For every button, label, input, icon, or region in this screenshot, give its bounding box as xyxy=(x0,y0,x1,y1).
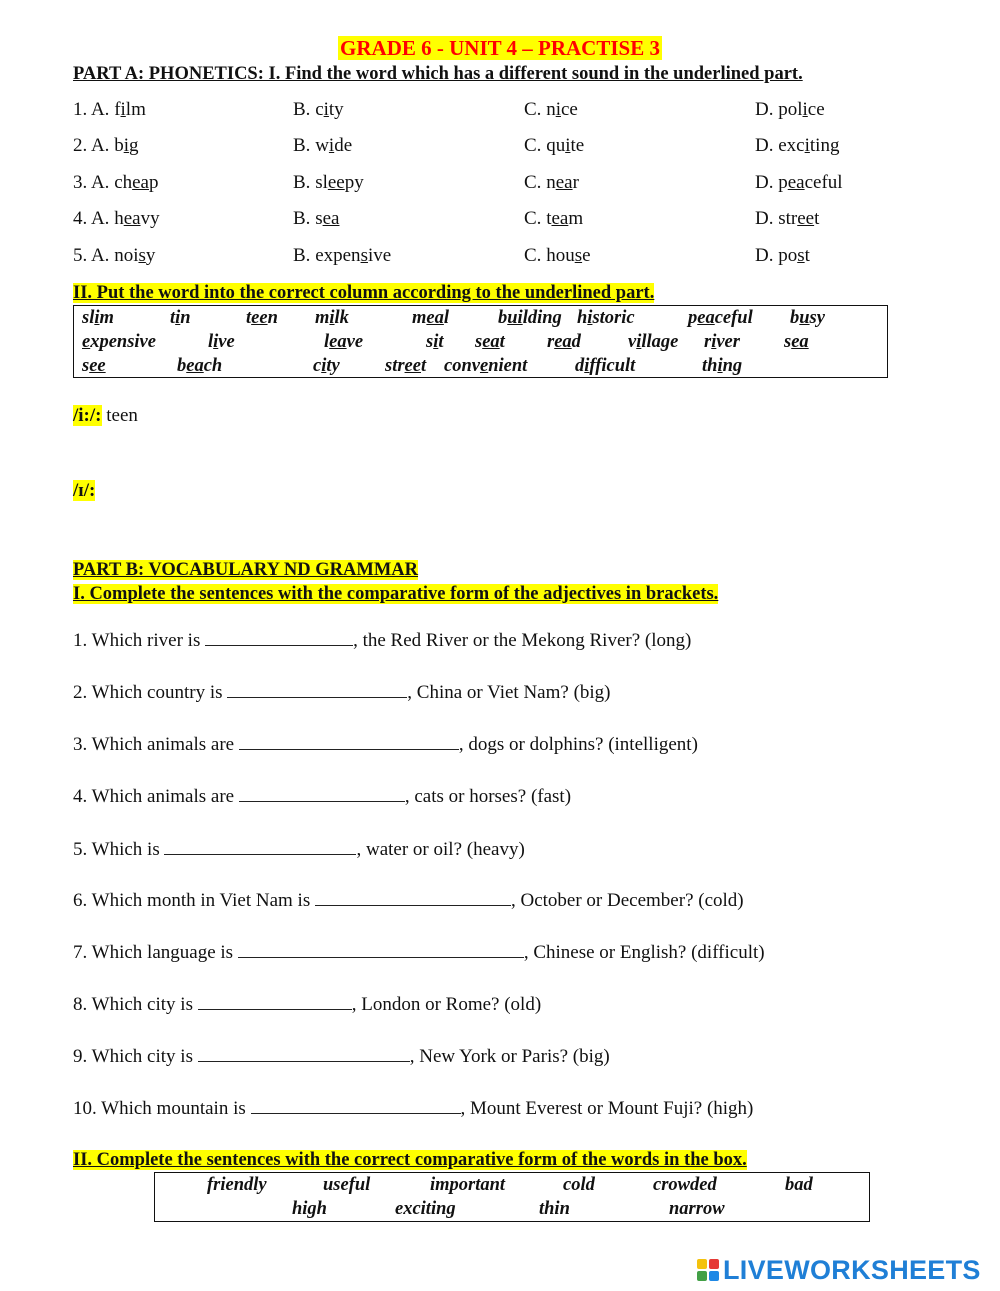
question-number: 4. xyxy=(73,208,88,229)
word-part: m xyxy=(315,308,330,328)
part-b-ii-heading: II. Complete the sentences with the correct comparative form of the words in the box. xyxy=(73,1150,747,1170)
option-letter: B. xyxy=(293,172,311,193)
underlined-part: ui xyxy=(507,308,523,328)
word-part: s xyxy=(82,356,90,376)
question-number: 5. xyxy=(73,245,88,266)
sentence-end: , October or December? (cold) xyxy=(510,890,744,911)
underlined-part: i xyxy=(804,135,810,156)
underlined-part: ea xyxy=(551,208,569,229)
underlined-part: i xyxy=(329,308,335,328)
box-word[interactable] xyxy=(702,356,742,377)
phonetics-question xyxy=(73,245,953,271)
word-part: h xyxy=(577,308,588,328)
option-letter: A. xyxy=(90,208,110,229)
word-part: r xyxy=(572,172,579,193)
underlined-part: i xyxy=(636,332,642,352)
underlined-part: i xyxy=(565,135,571,156)
answer-option[interactable] xyxy=(73,135,138,157)
sentence-end: , cats or horses? (fast) xyxy=(404,786,572,807)
option-letter: D. xyxy=(755,99,774,120)
sound-i-long xyxy=(73,405,138,427)
option-letter: D. xyxy=(755,208,774,229)
answer-blank[interactable] xyxy=(198,993,352,1010)
word-part: c xyxy=(313,356,322,376)
box-word[interactable]: thin xyxy=(539,1199,570,1219)
answer-blank[interactable] xyxy=(238,941,524,958)
answer-blank[interactable] xyxy=(239,785,405,802)
word-part: ve xyxy=(218,332,235,352)
word-part: g xyxy=(128,135,139,156)
word-part: b xyxy=(498,308,508,328)
word-part: ty xyxy=(328,99,344,120)
word-part: ceful xyxy=(714,308,753,328)
word-part: v xyxy=(628,332,637,352)
word-part: p xyxy=(778,172,788,193)
word-part: t xyxy=(546,208,552,229)
answer-option[interactable] xyxy=(755,135,839,157)
box-word[interactable] xyxy=(575,356,635,377)
box-word[interactable]: useful xyxy=(323,1175,371,1195)
word-part: de xyxy=(334,135,353,156)
underlined-part: i xyxy=(717,356,723,376)
underlined-part: u xyxy=(799,308,810,328)
underlined-part: ee xyxy=(404,356,421,376)
underlined-part: ee xyxy=(251,308,268,328)
underlined-part: i xyxy=(123,135,129,156)
box-word[interactable] xyxy=(324,332,363,353)
word-part: ce xyxy=(560,99,578,120)
underlined-part: ee xyxy=(797,208,815,229)
phonetics-question xyxy=(73,135,953,161)
box-word[interactable] xyxy=(246,308,278,329)
comparative-sentence xyxy=(73,681,611,704)
option-letter: D. xyxy=(755,245,774,266)
word-part: lm xyxy=(125,99,146,120)
word-part: xpensive xyxy=(90,332,156,352)
word-part: ceful xyxy=(804,172,843,193)
sentence-end: , New York or Paris? (big) xyxy=(409,1046,610,1067)
word-part: lk xyxy=(334,308,349,328)
word-part: th xyxy=(702,356,718,376)
word-part: n xyxy=(267,308,278,328)
word-part: hou xyxy=(546,245,575,266)
underlined-part: i xyxy=(555,99,561,120)
underlined-part: ea xyxy=(123,208,141,229)
word-part: nient xyxy=(488,356,528,376)
underlined-part: ea xyxy=(482,332,500,352)
answer-option[interactable] xyxy=(73,208,160,230)
box-word[interactable] xyxy=(628,332,678,353)
option-letter: A. xyxy=(90,135,110,156)
word-part: l xyxy=(324,332,330,352)
word-part: t xyxy=(246,308,252,328)
comparative-sentence xyxy=(73,629,691,652)
box-word[interactable]: important xyxy=(430,1175,506,1195)
word-part: l xyxy=(208,332,214,352)
word-part: llage xyxy=(641,332,679,352)
word-part: fficult xyxy=(589,356,636,376)
sound-i-short-label: /ɪ/: xyxy=(73,480,96,501)
box-word[interactable] xyxy=(82,332,156,353)
word-part: t xyxy=(804,245,810,266)
answer-option[interactable] xyxy=(73,99,146,121)
box-word[interactable] xyxy=(315,308,349,329)
option-letter: C. xyxy=(524,135,542,156)
answer-blank[interactable] xyxy=(239,733,459,750)
word-part: ver xyxy=(716,332,740,352)
word-part: s xyxy=(315,208,323,229)
underlined-part: e xyxy=(82,332,91,352)
word-part: ve xyxy=(346,332,364,352)
comparative-sentence xyxy=(73,993,541,1016)
answer-option[interactable] xyxy=(524,99,578,121)
word-part: e xyxy=(582,245,591,266)
box-word[interactable] xyxy=(784,332,809,353)
sentence-end: , the Red River or the Mekong River? (long) xyxy=(353,630,692,651)
word-part: t xyxy=(814,208,820,229)
sentence-start: 6. Which month in Viet Nam is xyxy=(73,890,315,911)
answer-option[interactable] xyxy=(293,172,364,194)
underlined-part: i xyxy=(584,356,590,376)
underlined-part: i xyxy=(587,308,593,328)
underlined-part: ea xyxy=(697,308,715,328)
word-part: lding xyxy=(522,308,562,328)
sound-i-long-label: /i:/: xyxy=(73,405,102,426)
underlined-part: i xyxy=(175,308,181,328)
word-part: t xyxy=(499,332,505,352)
word-part: str xyxy=(385,356,405,376)
part-b-heading: PART B: VOCABULARY ND GRAMMAR xyxy=(73,560,419,580)
box-word[interactable]: narrow xyxy=(669,1199,725,1219)
underlined-part: ea xyxy=(132,172,149,193)
phonetics-question xyxy=(73,99,953,125)
box-word[interactable] xyxy=(790,308,825,329)
word-part: expen xyxy=(315,245,361,266)
comparative-sentence xyxy=(73,1097,753,1120)
word-part: py xyxy=(344,172,364,193)
word-part: ive xyxy=(367,245,392,266)
answer-blank[interactable] xyxy=(164,838,356,855)
box-word[interactable]: exciting xyxy=(395,1199,456,1219)
box-word[interactable] xyxy=(498,308,562,329)
word-part: p xyxy=(688,308,698,328)
word-part: d xyxy=(571,332,581,352)
word-part: storic xyxy=(592,308,635,328)
answer-option[interactable] xyxy=(73,172,159,194)
underlined-part: ea xyxy=(329,332,347,352)
box-word[interactable] xyxy=(208,332,235,353)
logo-blocks-icon xyxy=(697,1259,719,1281)
question-number: 1. xyxy=(73,99,88,120)
underlined-part: ea xyxy=(555,172,573,193)
option-letter: C. xyxy=(524,99,542,120)
sentence-start: 3. Which animals are xyxy=(73,734,239,755)
answer-option[interactable] xyxy=(524,208,583,230)
box-word[interactable]: high xyxy=(292,1199,327,1219)
box-word[interactable] xyxy=(412,308,449,329)
word-part: str xyxy=(778,208,798,229)
underlined-part: ea xyxy=(186,356,204,376)
option-letter: C. xyxy=(524,208,542,229)
option-letter: B. xyxy=(293,208,311,229)
word-part: h xyxy=(114,208,124,229)
word-part: n xyxy=(546,172,556,193)
word-part: s xyxy=(426,332,434,352)
underlined-part: ea xyxy=(791,332,809,352)
option-letter: C. xyxy=(524,245,542,266)
underlined-part: ea xyxy=(426,308,444,328)
answer-blank[interactable] xyxy=(227,681,407,698)
logo-text: LIVEWORKSHEETS xyxy=(723,1254,981,1285)
box-word[interactable] xyxy=(177,356,222,377)
word-part: w xyxy=(315,135,329,156)
sentence-start: 9. Which city is xyxy=(73,1046,198,1067)
underlined-part: i xyxy=(120,99,126,120)
word-part: b xyxy=(790,308,800,328)
comparative-sentence xyxy=(73,733,698,756)
comparative-sentence xyxy=(73,941,765,964)
underlined-part: ea xyxy=(554,332,572,352)
word-part: r xyxy=(704,332,712,352)
underlined-part: ea xyxy=(322,208,340,229)
answer-option[interactable] xyxy=(524,245,591,267)
word-part: f xyxy=(114,99,121,120)
box-word[interactable] xyxy=(170,308,191,329)
word-part: te xyxy=(570,135,585,156)
answer-option[interactable] xyxy=(524,135,584,157)
answer-option[interactable] xyxy=(524,172,579,194)
underlined-part: i xyxy=(433,332,439,352)
word-part: c xyxy=(315,99,324,120)
comparative-sentence xyxy=(73,785,571,808)
sound-i-long-example[interactable]: teen xyxy=(101,405,138,426)
word-part: s xyxy=(784,332,792,352)
word-part: r xyxy=(547,332,555,352)
answer-option[interactable] xyxy=(755,245,810,267)
box-word[interactable] xyxy=(313,356,340,377)
word-part: t xyxy=(170,308,176,328)
box-word[interactable] xyxy=(577,308,635,329)
underlined-part: i xyxy=(94,308,100,328)
box-word[interactable] xyxy=(704,332,740,353)
word-part: t xyxy=(438,332,444,352)
part-a-heading: PART A: PHONETICS: I. Find the word which has a different sound in the underlined part. xyxy=(73,64,803,84)
word-part: ce xyxy=(807,99,825,120)
question-number: 2. xyxy=(73,135,88,156)
word-part: n xyxy=(180,308,191,328)
word-part: qu xyxy=(546,135,566,156)
underlined-part: i xyxy=(323,99,329,120)
underlined-part: e xyxy=(479,356,489,376)
sound-i-short xyxy=(73,480,95,502)
box-word[interactable]: cold xyxy=(563,1175,595,1195)
option-letter: A. xyxy=(90,172,110,193)
box-word[interactable] xyxy=(444,356,527,377)
box-word[interactable] xyxy=(475,332,505,353)
underlined-part: s xyxy=(574,245,583,266)
option-letter: B. xyxy=(293,245,311,266)
underlined-part: s xyxy=(138,245,146,266)
word-part: y xyxy=(145,245,156,266)
option-letter: D. xyxy=(755,172,774,193)
word-part: ch xyxy=(114,172,133,193)
box-word[interactable]: bad xyxy=(785,1175,813,1195)
underlined-part: i xyxy=(711,332,717,352)
box-word[interactable] xyxy=(82,308,114,329)
box-word[interactable] xyxy=(426,332,443,353)
underlined-part: i xyxy=(213,332,219,352)
sentence-start: 1. Which river is xyxy=(73,630,206,651)
box-word[interactable] xyxy=(547,332,581,353)
word-part: ty xyxy=(326,356,340,376)
underlined-part: ee xyxy=(327,172,345,193)
word-part: m xyxy=(412,308,427,328)
answer-blank[interactable] xyxy=(315,889,511,906)
sentence-start: 4. Which animals are xyxy=(73,786,239,807)
word-part: b xyxy=(177,356,187,376)
word-part: po xyxy=(778,245,798,266)
comparative-sentence xyxy=(73,838,525,861)
option-letter: A. xyxy=(90,99,110,120)
sentence-start: 10. Which mountain is xyxy=(73,1098,251,1119)
box-word[interactable] xyxy=(82,356,106,377)
answer-blank[interactable] xyxy=(198,1045,410,1062)
answer-option[interactable] xyxy=(755,208,819,230)
box-word[interactable]: crowded xyxy=(653,1175,717,1195)
answer-blank[interactable] xyxy=(251,1097,461,1114)
word-part: ting xyxy=(809,135,840,156)
word-part: b xyxy=(114,135,124,156)
word-part: sl xyxy=(82,308,95,328)
word-part: l xyxy=(443,308,449,328)
answer-option[interactable] xyxy=(293,99,344,121)
answer-blank[interactable] xyxy=(205,629,353,646)
option-letter: D. xyxy=(755,135,774,156)
answer-option[interactable] xyxy=(73,245,155,267)
word-part: m xyxy=(568,208,584,229)
underlined-part: s xyxy=(797,245,805,266)
word-part: vy xyxy=(140,208,160,229)
word-box-comparative xyxy=(154,1172,870,1222)
word-part: d xyxy=(575,356,585,376)
part-a-ii-heading: II. Put the word into the correct column according to the underlined part. xyxy=(73,283,655,303)
option-letter: A. xyxy=(90,245,110,266)
liveworksheets-logo[interactable] xyxy=(697,1254,981,1286)
sentence-start: 5. Which is xyxy=(73,839,165,860)
answer-option[interactable] xyxy=(755,172,843,194)
sentence-end: , Chinese or English? (difficult) xyxy=(523,942,765,963)
part-b-i-heading: I. Complete the sentences with the comparative form of the adjectives in brackets. xyxy=(73,584,719,604)
word-part: t xyxy=(420,356,427,376)
sentence-start: 2. Which country is xyxy=(73,682,228,703)
word-part: p xyxy=(149,172,159,193)
word-part: n xyxy=(546,99,556,120)
word-part: sl xyxy=(315,172,328,193)
phonetics-question xyxy=(73,208,953,234)
underlined-part: i xyxy=(328,135,335,156)
comparative-sentence xyxy=(73,889,744,912)
option-letter: B. xyxy=(293,99,311,120)
box-word[interactable] xyxy=(385,356,426,377)
answer-option[interactable] xyxy=(293,245,391,267)
option-letter: C. xyxy=(524,172,542,193)
sentence-start: 7. Which language is xyxy=(73,942,238,963)
worksheet-title: GRADE 6 - UNIT 4 – PRACTISE 3 xyxy=(340,36,660,60)
sentence-end: , dogs or dolphins? (intelligent) xyxy=(458,734,698,755)
underlined-part: i xyxy=(321,356,327,376)
underlined-part: i xyxy=(802,99,808,120)
word-part: pol xyxy=(778,99,803,120)
box-word[interactable]: friendly xyxy=(207,1175,267,1195)
sentence-end: , Mount Everest or Mount Fuji? (high) xyxy=(460,1098,754,1119)
comparative-sentence xyxy=(73,1045,610,1068)
word-part: conv xyxy=(444,356,480,376)
word-part: noi xyxy=(114,245,139,266)
answer-option[interactable] xyxy=(293,208,339,230)
underlined-part: ea xyxy=(787,172,805,193)
box-word[interactable] xyxy=(688,308,753,329)
phonetics-question xyxy=(73,172,953,198)
sentence-end: , China or Viet Nam? (big) xyxy=(407,682,611,703)
underlined-part: s xyxy=(360,245,368,266)
underlined-part: ee xyxy=(89,356,106,376)
sentence-end: , London or Rome? (old) xyxy=(351,994,542,1015)
word-part: m xyxy=(99,308,114,328)
word-part: ng xyxy=(722,356,743,376)
answer-option[interactable] xyxy=(755,99,825,121)
word-part: exc xyxy=(778,135,805,156)
word-part: s xyxy=(475,332,483,352)
sentence-end: , water or oil? (heavy) xyxy=(356,839,525,860)
word-part: ch xyxy=(203,356,223,376)
answer-option[interactable] xyxy=(293,135,352,157)
sentence-start: 8. Which city is xyxy=(73,994,198,1015)
question-number: 3. xyxy=(73,172,88,193)
word-part: sy xyxy=(809,308,825,328)
word-box-phonetics xyxy=(73,305,888,378)
option-letter: B. xyxy=(293,135,311,156)
